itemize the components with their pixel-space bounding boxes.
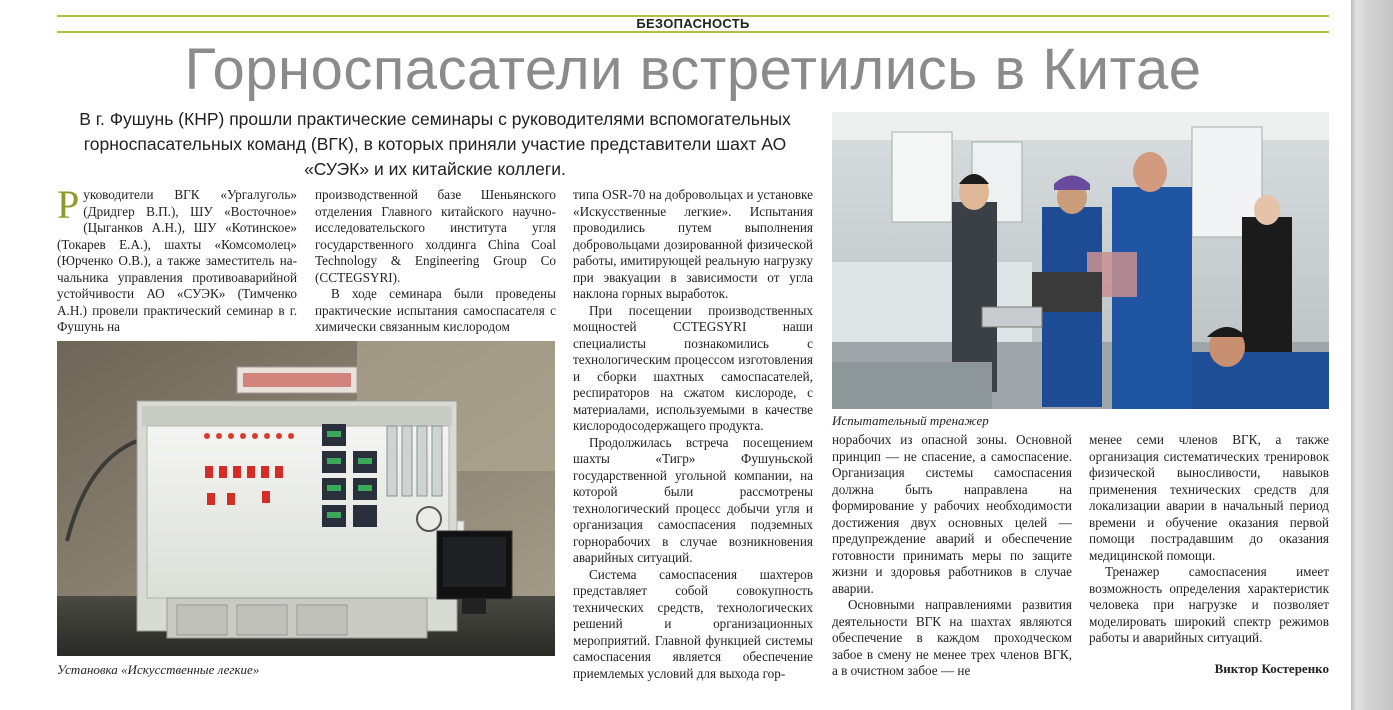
drop-cap: Р [57,182,80,227]
article-headline: Горноспасатели встретились в Китае [184,37,1202,102]
photo-caption-left: Установка «Искусственные легкие» [57,662,260,677]
photo-artificial-lungs [57,341,555,656]
paragraph: типа OSR-70 на добровольцах и установке «Искусственные легкие». Испытания проводились путем выполнения добровольцами дозированной физической работы, имитирующей реальную нагрузку при эвакуации в зависимости от угла наклона горных выработок. [573,187,813,301]
page-edge-shadow [1351,0,1393,710]
paragraph: В ходе семинара были проведены практические испытания самоспасателя с химически связанным кислородом [315,286,556,334]
paragraph: Продолжилась встреча посещением шахты «Тигр» Фушуньской государственной угольной компании, на которой были рассмотрены технологический процесс добычи угля и организация самоспасения подземных горнорабочих в случае возникновения аварийных ситуаций. [573,434,813,565]
paragraph: Система самоспасения шахтеров представляет собой совокупность технических средств, технологических решений и организационных мероприятий. Главной функцией системы самоспасения является обеспечение приемлемых условий для выхода гор- [573,566,813,681]
text-column-1 [57,182,297,336]
rubric-rule-bottom [57,31,1329,33]
paragraph [57,182,297,336]
paragraph: Основными направлениями развития деятельности ВГК на шахтах являются обеспечение в каждом проходческом забое в смену не менее трех членов ВГК, а в очистном забое — не [832,597,1072,678]
paragraph: Тренажер самоспасения имеет возможность определения характеристик человека при нагрузке и позволяет моделировать широкий спектр режимов работы и аварийных ситуаций. [1089,564,1329,645]
text-column-5 [1089,432,1329,647]
photo-test-simulator-image [832,112,1329,409]
photo-caption-right: Испытательный тренажер [832,413,989,428]
paragraph: норабочих из опасной зоны. Основной принцип — не спасение, а самоспасение. Организация системы самоспасения должна быть направлена на формирование у рабочих необходимости достижения двух основных целей — предупреждение аварий и обеспечение готовности принимать меры по защите жизни и здоровья работников в случае аварии. [832,432,1072,596]
section-label: БЕЗОПАСНОСТЬ [636,16,750,31]
text-column-3 [573,187,813,682]
photo-test-simulator [832,112,1329,409]
text-column-2 [315,187,556,336]
author-byline: Виктор Костеренко [1214,661,1329,676]
text-column-4 [832,432,1072,680]
paragraph-text: уководители ВГК «Ургалуголь» (Дридгер В.П.), ШУ «Восточное» (Цыганков А.Н.), ШУ «Котинское» (Токарев Е.А.), шахты «Комсомолец» (Юрченко О.В.), а также заместитель на-чальника управления противоаварийной устойчивости АО «СУЭК» (Тимченко А.Н.) провели практический семинар в г. Фушунь на [57,187,297,334]
article-lead: В г. Фушунь (КНР) прошли практические семинары с руководителями вспомогательных горноспасательных команд (ВГК), в которых приняли участие представители шахт АО «СУЭК» и их китайские коллеги. [79,109,791,179]
paragraph: производственной базе Шеньянского отделения Главного китайского научно-исследовательского института угля государственного холдинга China Coal Technology & Engineering Group Co (CCTEGSYRI). [315,187,556,285]
section-rubric [57,14,1329,32]
paragraph: менее семи членов ВГК, а также организация систематических тренировок физической выносливости, навыков применения технических средств для локализации аварии в начальный период времени и обучение оказания первой помощи пострадавшим до оказания медицинской помощи. [1089,432,1329,563]
photo-artificial-lungs-image [57,341,555,656]
paragraph: При посещении производственных мощностей CCTEGSYRI наши специалисты познакомились с технологическим процессом изготовления и сборки шахтных самоспасателей, респираторов на сжатом кислороде, с материалами, используемыми в качестве кислородосодержащего продукта. [573,302,813,433]
